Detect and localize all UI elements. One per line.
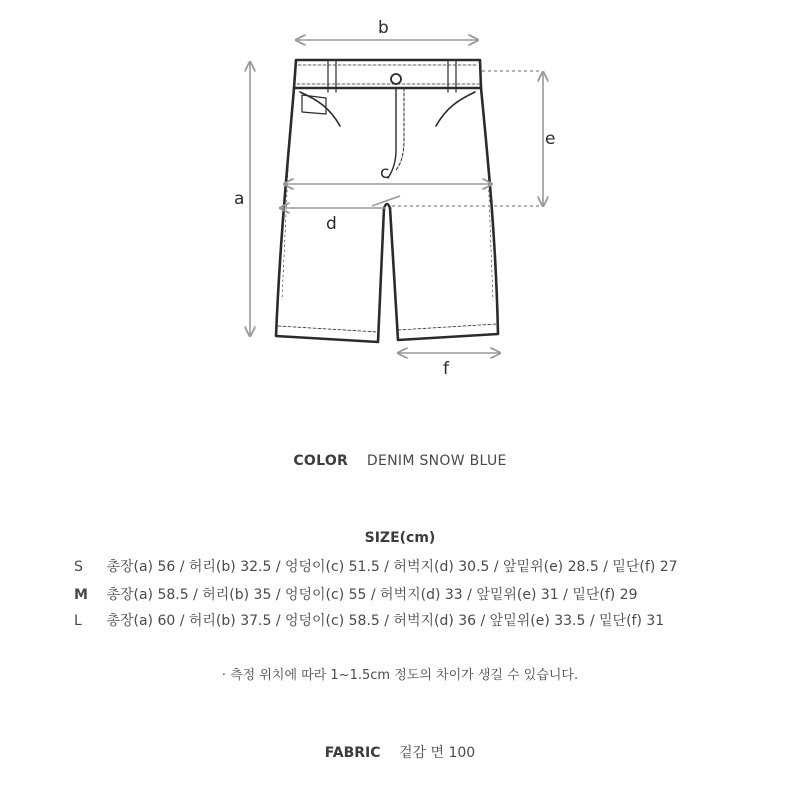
size-measurements: 총장(a) 60 / 허리(b) 37.5 / 엉덩이(c) 58.5 / 허벅지(d) 36 / 앞밑위(e) 33.5 / 밑단(f) 31 (106, 613, 665, 629)
color-info (0, 453, 800, 469)
dimension-f-label: f (443, 359, 449, 379)
size-row-l (74, 610, 774, 630)
dimension-e-label: e (545, 129, 556, 149)
size-label: S (74, 559, 83, 575)
fabric-info (0, 742, 800, 762)
size-label: L (74, 613, 82, 629)
dimension-d-label: d (326, 214, 337, 234)
fabric-value: 겉감 면 100 (398, 745, 476, 761)
color-label: COLOR (293, 453, 349, 469)
measurement-note: · 측정 위치에 따라 1~1.5cm 정도의 차이가 생길 수 있습니다. (221, 668, 579, 683)
dimension-c-label: c (380, 163, 390, 183)
dimension-a-label: a (234, 189, 245, 209)
size-title: SIZE(cm) (364, 530, 436, 546)
dimension-b-label: b (378, 18, 389, 38)
size-row-s (74, 556, 774, 576)
color-value: DENIM SNOW BLUE (366, 453, 507, 469)
fabric-label: FABRIC (324, 745, 381, 761)
size-row-m (74, 584, 774, 604)
size-label: M (74, 587, 88, 603)
size-measurements: 총장(a) 58.5 / 허리(b) 35 / 엉덩이(c) 55 / 허벅지(d) 33 / 앞밑위(e) 31 / 밑단(f) 29 (106, 587, 638, 603)
size-measurements: 총장(a) 56 / 허리(b) 32.5 / 엉덩이(c) 51.5 / 허벅지(d) 30.5 / 앞밑위(e) 28.5 / 밑단(f) 27 (106, 559, 678, 575)
